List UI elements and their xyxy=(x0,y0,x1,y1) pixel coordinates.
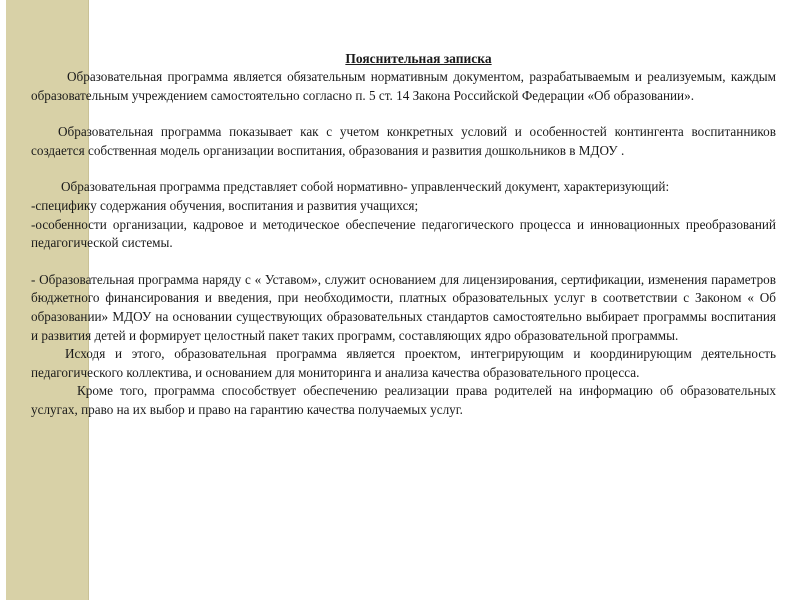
left-edge-strip xyxy=(0,0,6,600)
slide-content xyxy=(31,50,776,420)
spacer xyxy=(31,105,776,123)
slide-title: Пояснительная записка xyxy=(345,51,492,66)
spacer xyxy=(31,160,776,178)
paragraph-2: Образовательная программа показывает как с учетом конкретных условий и особенностей контингента воспитанников создается собственная модель организации воспитания, образования и развития дошкольников в МДОУ . xyxy=(31,124,776,158)
list-item-1: -специфику содержания обучения, воспитания и развития учащихся; xyxy=(31,197,419,213)
paragraph-6: Кроме того, программа способствует обеспечению реализации права родителей на информацию об образовательных услугах, право на их выбор и право на гарантию качества получаемых услуг. xyxy=(31,383,776,417)
paragraph-1: Образовательная программа является обязательным нормативным документом, разрабатываемым и реализуемым, каждым образовательным учреждением самостоятельно согласно п. 5 ст. 14 Закона Российской Федерации «Об образовании». xyxy=(31,69,776,103)
paragraph-5: Исходя и этого, образовательная программа является проектом, интегрирующим и координирующим деятельность педагогического коллектива, и основанием для мониторинга и анализа качества образовательного процесса. xyxy=(31,346,776,380)
paragraph-4: - Образовательная программа наряду с « Уставом», служит основанием для лицензирования, сертификации, изменения параметров бюджетного финансирования и введения, при необходимости, платных образовательных услуг в соответствии с Законом « Об образовании» МДОУ на основании существующих образовательных стандартов самостоятельно выбирает программы воспитания и развития детей и формирует целостный пакет таких программ, составляющих ядро образовательной программы. xyxy=(31,271,776,343)
spacer xyxy=(31,253,776,271)
list-item-2: -особенности организации, кадровое и методическое обеспечение педагогического процесса и инновационных преобразований педагогической системы. xyxy=(31,216,776,251)
paragraph-3: Образовательная программа представляет собой нормативно- управленческий документ, характеризующий: xyxy=(61,179,670,195)
